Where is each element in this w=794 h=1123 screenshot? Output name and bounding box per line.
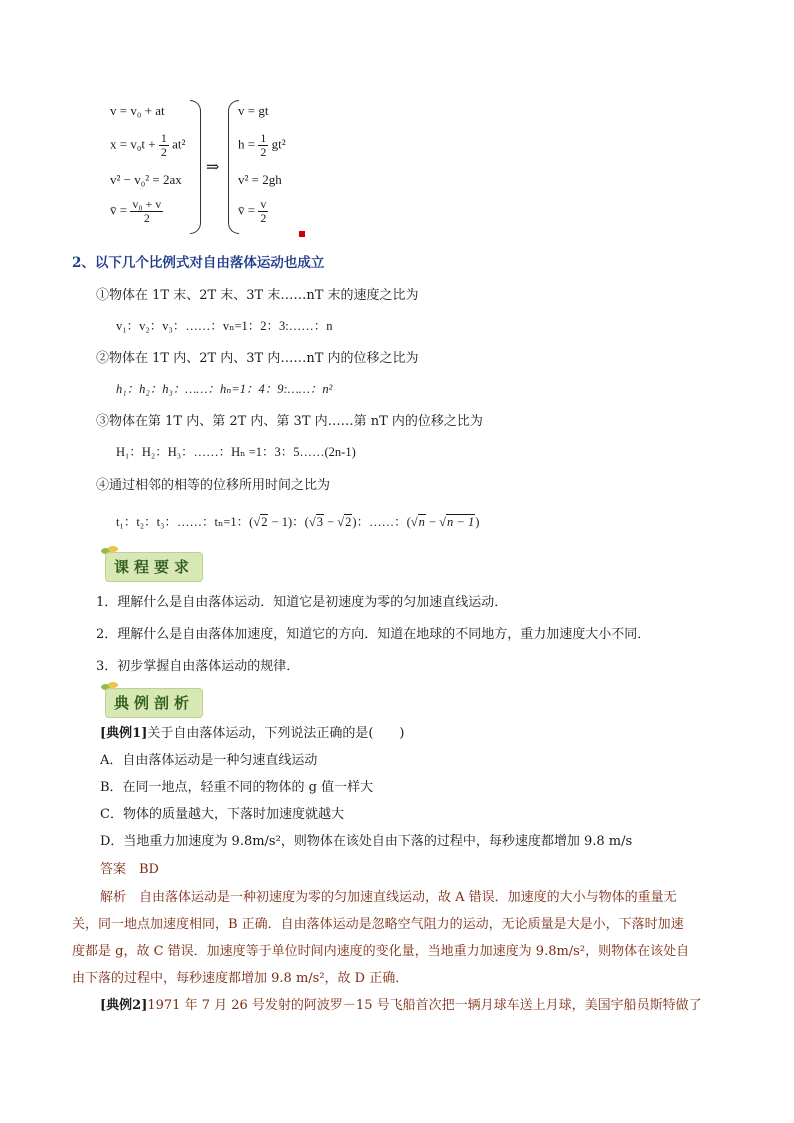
ratio-formula-2: h₁：h₂：h₃：……：hₙ=1：4：9:……：n² [116, 382, 333, 396]
fraction: $\frac{v}{2}$ [260, 197, 267, 225]
example1-option-c: C．物体的质量越大，下落时加速度就越大 [100, 807, 344, 822]
fraction: $\frac{1}{2}$ [160, 131, 167, 159]
example1-tag: [典例1] [100, 726, 148, 741]
fraction: $\frac{\text{v₀ + v}}{2}$ [132, 197, 162, 225]
ratio-formula-4: t₁：t₂：t₃：……：tₙ=1：(√2 − 1)：(√3 − √2)：……：(√n − √n − 1) [116, 515, 480, 529]
course-requirements-banner: 课程要求 [105, 552, 203, 582]
ratio-formula-1: v₁：v₂：v₃：……：vₙ=1：2：3:……：n [116, 319, 333, 333]
eq-left-3: v² − v₀² = 2ax [110, 172, 182, 187]
implies-arrow: ⇒ [206, 159, 220, 176]
right-brace [190, 100, 201, 234]
ratio-item-4: ④通过相邻的相等的位移所用时间之比为 [96, 478, 331, 493]
eq-left-2: x = v₀t + $\frac{1}{2}$ at² [110, 131, 186, 159]
example2-tag: [典例2] [100, 998, 148, 1013]
eq-left-1: v = v₀ + at [110, 103, 165, 118]
ratio-item-2: ②物体在 1T 内、2T 内、3T 内……nT 内的位移之比为 [96, 351, 419, 366]
eq-right-1: v = gt [238, 103, 269, 118]
eq-left-4: v̄ = $\frac{\text{v₀ + v}}{2}$ [110, 197, 162, 225]
eq-right-2: h = $\frac{1}{2}$ gt² [238, 131, 286, 159]
requirement-3: 3．初步掌握自由落体运动的规律． [96, 659, 300, 674]
example1-question: [典例1]关于自由落体运动，下列说法正确的是( ) [100, 726, 405, 741]
ratio-item-1: ①物体在 1T 末、2T 末、3T 末……nT 末的速度之比为 [96, 288, 419, 303]
ratio-formula-3: H₁：H₂：H₃：……：Hₙ =1：3：5……(2n-1) [116, 445, 356, 459]
example1-analysis-line2: 关，同一地点加速度相同，B 正确．自由落体运动是忽略空气阻力的运动，无论质量是大是小，下落时加速 [72, 917, 684, 932]
requirement-2: 2．理解什么是自由落体加速度，知道它的方向．知道在地球的不同地方，重力加速度大小不同． [96, 627, 651, 642]
example1-analysis-line3: 度都是 g，故 C 错误．加速度等于单位时间内速度的变化量，当地重力加速度为 9.8m/s²，则物体在该处自 [72, 944, 690, 959]
eq-right-4: v̄ = $\frac{v}{2}$ [238, 197, 267, 225]
section2-heading: 2、以下几个比例式对自由落体运动也成立 [72, 255, 325, 271]
example1-option-b: B．在同一地点，轻重不同的物体的 g 值一样大 [100, 780, 374, 795]
ratio-item-3: ③物体在第 1T 内、第 2T 内、第 3T 内……第 nT 内的位移之比为 [96, 414, 483, 429]
red-marker [299, 231, 305, 237]
typical-examples-banner: 典例剖析 [105, 688, 203, 718]
example1-analysis-line1: 解析 自由落体运动是一种初速度为零的匀加速直线运动，故 A 错误．加速度的大小与物体的重量无 [100, 890, 677, 905]
example1-option-a: A．自由落体运动是一种匀速直线运动 [100, 753, 318, 768]
fraction: $\frac{1}{2}$ [260, 131, 267, 159]
eq-right-3: v² = 2gh [238, 172, 282, 187]
example1-option-d: D．当地重力加速度为 9.8m/s²，则物体在该处自由下落的过程中，每秒速度都增加 9.8 m/s [100, 834, 633, 849]
example2-question: [典例2]1971 年 7 月 26 号发射的阿波罗－15 号飞船首次把一辆月球车送上月球，美国宇船员斯特做了 [100, 998, 702, 1013]
example1-analysis-line4: 由下落的过程中，每秒速度都增加 9.8 m/s²，故 D 正确． [72, 971, 409, 986]
example1-answer: 答案 BD [100, 862, 159, 877]
requirement-1: 1．理解什么是自由落体运动．知道它是初速度为零的匀加速直线运动． [96, 595, 508, 610]
